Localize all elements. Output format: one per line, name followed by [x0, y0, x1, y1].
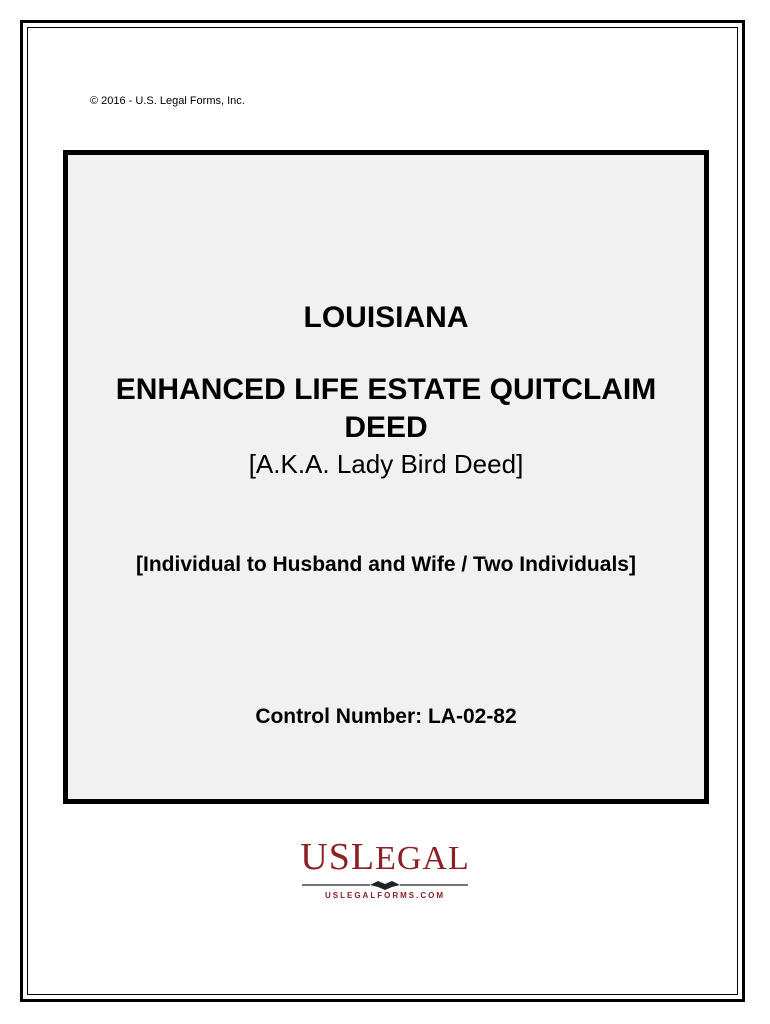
- document-subtitle: [A.K.A. Lady Bird Deed]: [248, 449, 524, 479]
- logo-divider: [300, 878, 470, 890]
- logo-legal-initial: L: [350, 836, 376, 878]
- cover-box: [63, 150, 709, 804]
- logo-us: US: [300, 836, 351, 878]
- eagle-emblem-icon: [300, 879, 470, 891]
- logo-legal-rest: EGAL: [375, 840, 470, 877]
- copyright-notice: © 2016 - U.S. Legal Forms, Inc.: [90, 95, 245, 107]
- state-heading: LOUISIANA: [303, 301, 469, 334]
- logo-wordmark: [300, 836, 470, 878]
- document-title: ENHANCED LIFE ESTATE QUITCLAIM DEED: [115, 373, 657, 444]
- uslegal-logo: [300, 836, 470, 900]
- logo-url: USLEGALFORMS.COM: [325, 891, 445, 900]
- parties-description: [Individual to Husband and Wife / Two Individuals]: [136, 553, 636, 576]
- control-number: Control Number: LA-02-82: [255, 705, 517, 728]
